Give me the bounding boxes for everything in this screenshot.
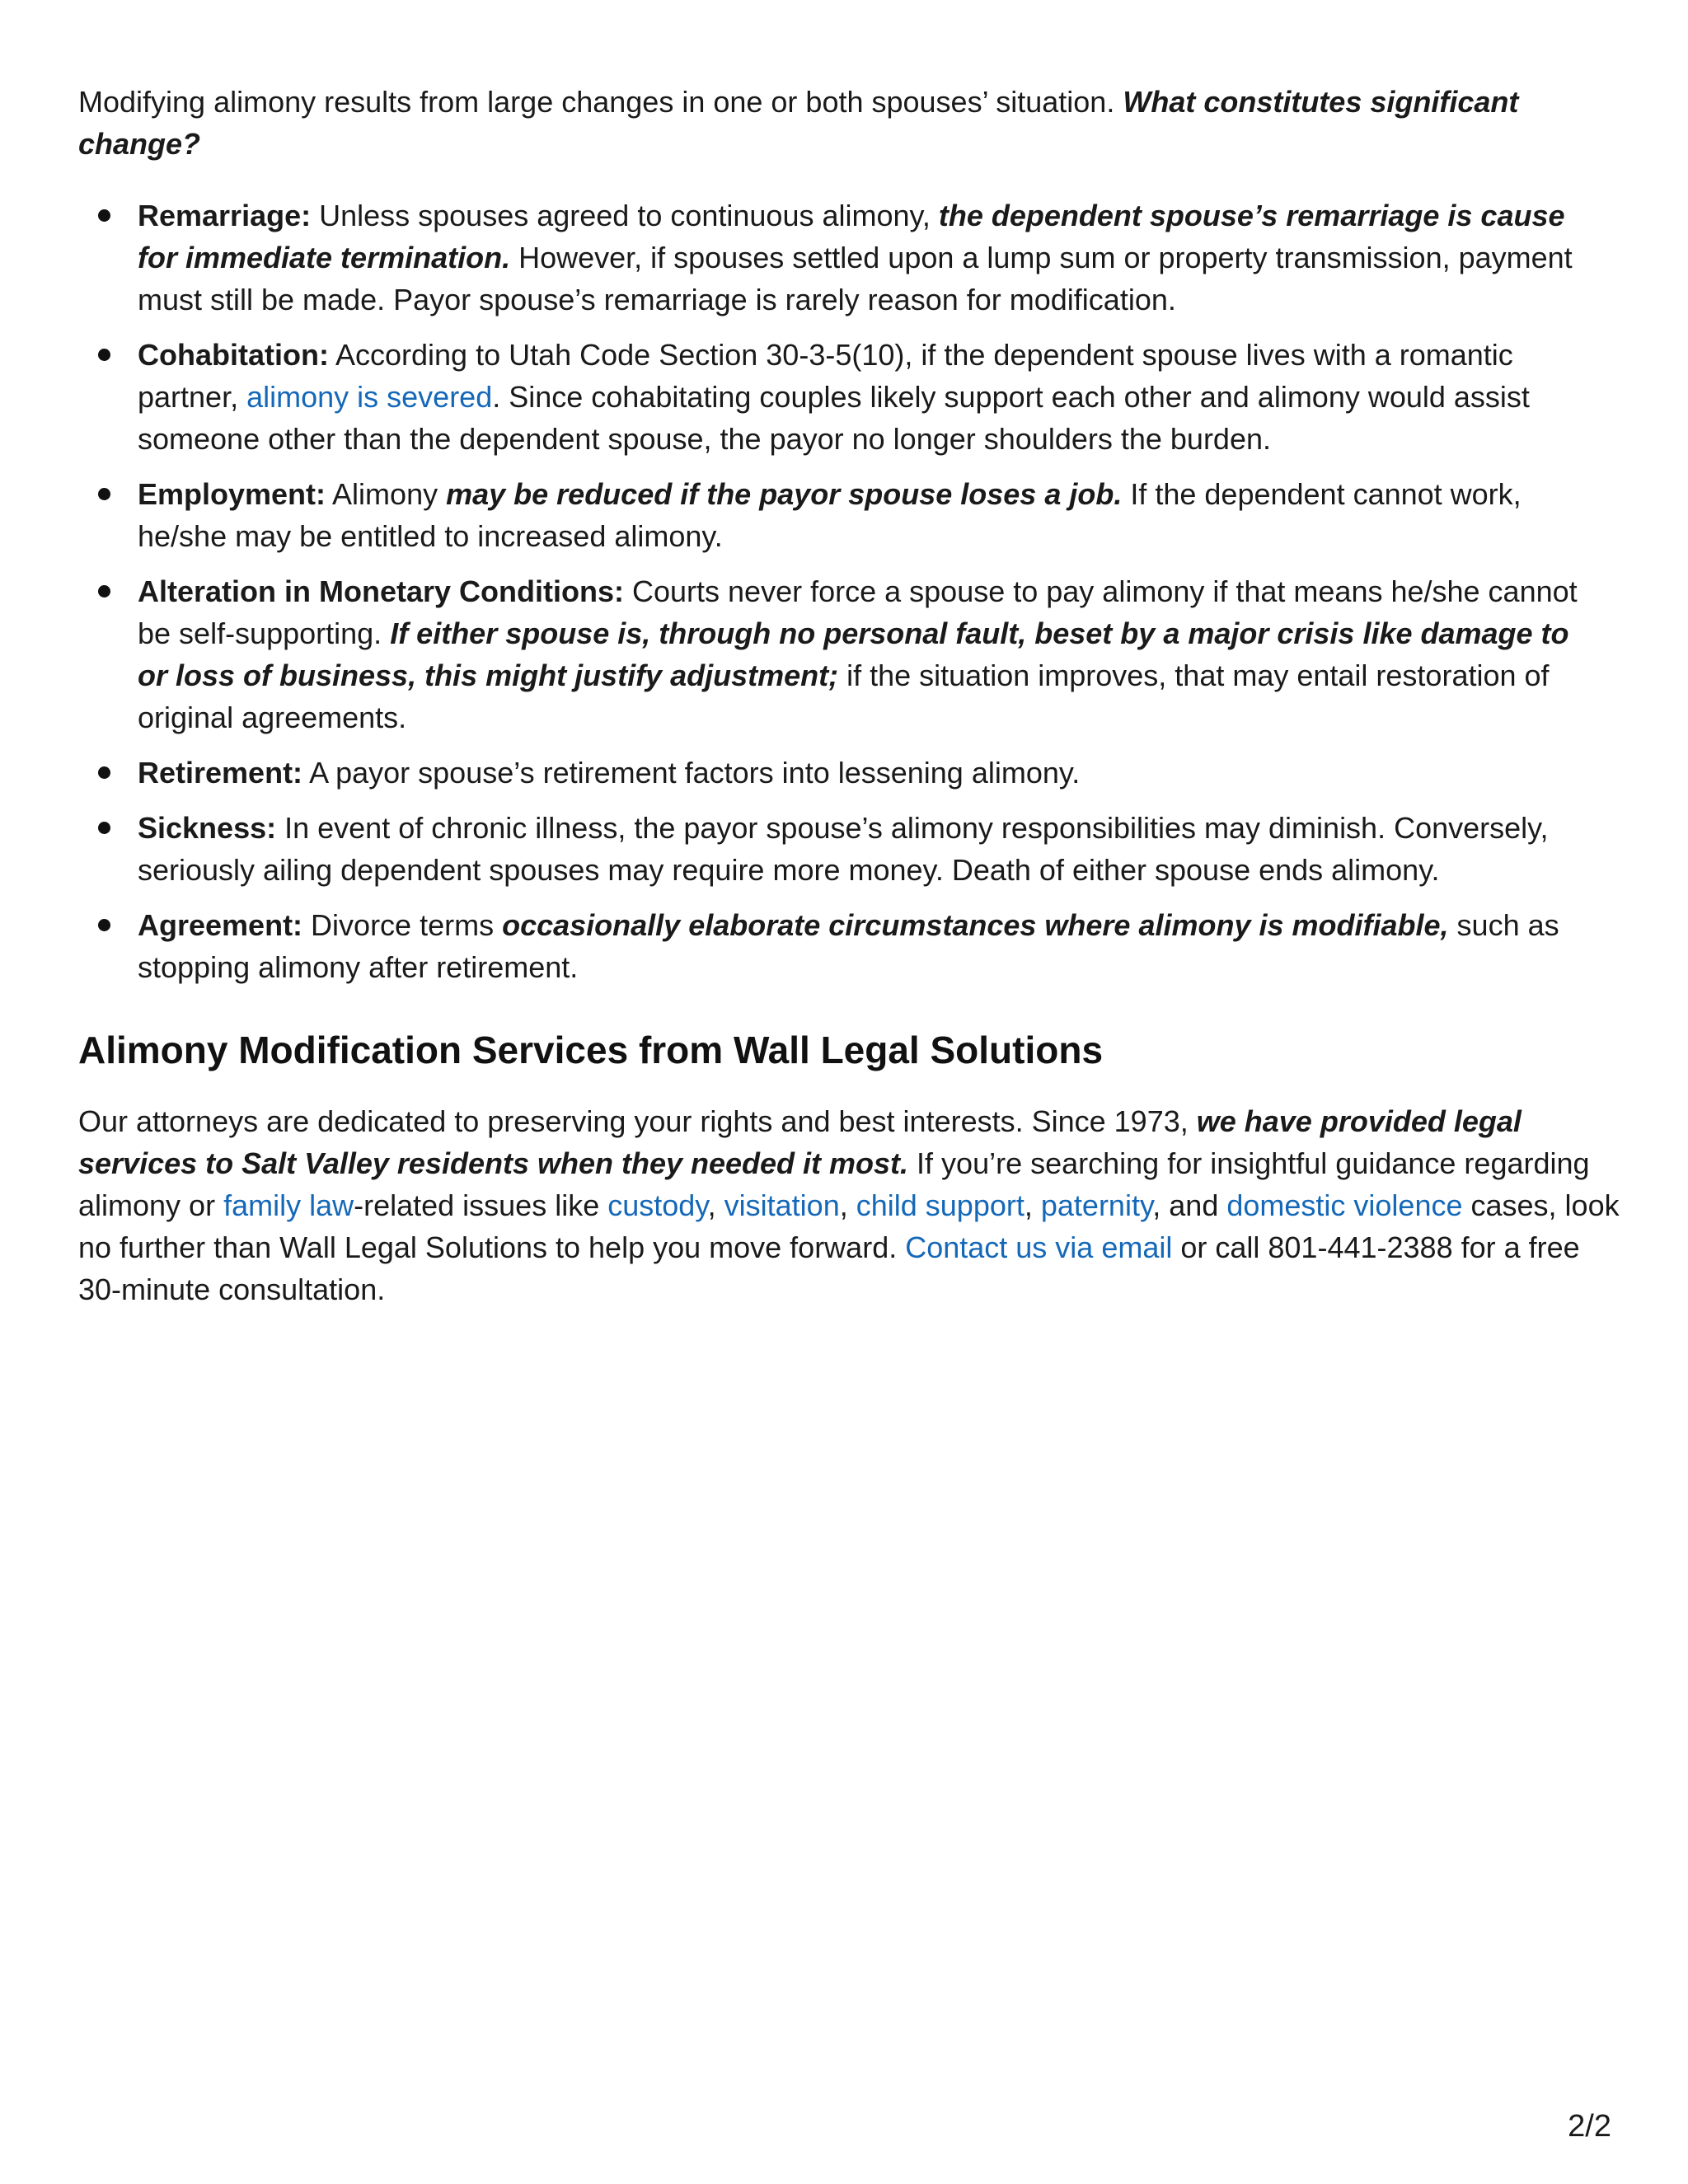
item-label: Alteration in Monetary Conditions: — [138, 574, 624, 608]
list-item-agreement: Agreement: Divorce terms occasionally elaborate circumstances where alimony is modifiable, such as stopping alimony after retirement. — [78, 904, 1628, 988]
paternity-link[interactable]: paternity — [1040, 1188, 1153, 1222]
section-heading: Alimony Modification Services from Wall Legal Solutions — [78, 1029, 1104, 1071]
item-label: Remarriage: — [138, 199, 312, 232]
intro-paragraph — [78, 81, 1628, 165]
list-item-sickness: Sickness: In event of chronic illness, the payor spouse’s alimony responsibilities may diminish. Conversely, seriously ailing dependent spouses may require more money. Death of either spouse ends alimony. — [78, 807, 1628, 891]
page-number: 2/2 — [1568, 2109, 1611, 2144]
alimony-is-severed-link[interactable]: alimony is severed — [246, 380, 493, 414]
services-paragraph: Our attorneys are dedicated to preserving your rights and best interests. Since 1973, we have provided legal services to Salt Valley residents when they needed it most. If you’re searching for insightful guidance regarding alimony or family law-related issues like custody, visitation, child support, paternity, and domestic violence cases, look no further than Wall Legal Solutions to help you move forward. Contact us via email or call 801-441-2388 for a free 30-minute consultation. — [78, 1104, 1620, 1306]
family-law-link[interactable]: family law — [223, 1188, 354, 1222]
domestic-violence-link[interactable]: domestic violence — [1226, 1188, 1463, 1222]
document-page — [78, 81, 1628, 1310]
bullet-icon — [98, 349, 110, 361]
visitation-link[interactable]: visitation — [724, 1188, 840, 1222]
item-label: Cohabitation: — [138, 338, 329, 372]
bullet-icon — [98, 919, 110, 931]
intro-question: What constitutes significant change? — [78, 85, 1519, 161]
bullet-icon — [98, 488, 110, 500]
list-item-remarriage: Remarriage: Unless spouses agreed to continuous alimony, the dependent spouse’s remarriage is cause for immediate termination. However, if spouses settled upon a lump sum or property transmission, payment must still be made. Payor spouse’s remarriage is rarely reason for modification. — [78, 194, 1628, 321]
custody-link[interactable]: custody — [607, 1188, 708, 1222]
child-support-link[interactable]: child support — [856, 1188, 1025, 1222]
bullet-icon — [98, 766, 110, 779]
intro-text: Modifying alimony results from large changes in one or both spouses’ situation. — [78, 85, 1123, 119]
item-label: Employment: — [138, 477, 326, 511]
list-item-retirement: Retirement: A payor spouse’s retirement factors into lessening alimony. — [78, 752, 1628, 794]
item-label: Agreement: — [138, 908, 303, 942]
item-label: Retirement: — [138, 756, 303, 790]
modification-reasons-list — [78, 194, 1628, 988]
item-label: Sickness: — [138, 811, 277, 845]
bullet-icon — [98, 585, 110, 598]
list-item-cohabitation: Cohabitation: According to Utah Code Section 30-3-5(10), if the dependent spouse lives with a romantic partner, alimony is severed. Since cohabitating couples likely support each other and alimony would assist someone other than the dependent spouse, the payor no longer shoulders the burden. — [78, 334, 1628, 460]
bullet-icon — [98, 822, 110, 834]
list-item-employment: Employment: Alimony may be reduced if the payor spouse loses a job. If the dependent cannot work, he/she may be entitled to increased alimony. — [78, 473, 1628, 557]
bullet-icon — [98, 209, 110, 222]
contact-email-link[interactable]: Contact us via email — [905, 1230, 1173, 1264]
list-item-monetary-conditions: Alteration in Monetary Conditions: Courts never force a spouse to pay alimony if that means he/she cannot be self-supporting. If either spouse is, through no personal fault, beset by a major crisis like damage to or loss of business, this might justify adjustment; if the situation improves, that may entail restoration of original agreements. — [78, 570, 1628, 738]
